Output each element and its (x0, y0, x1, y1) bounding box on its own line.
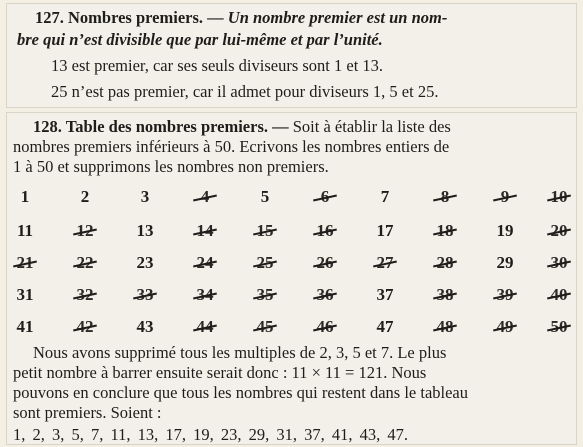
section-128-panel (6, 112, 577, 445)
prime-definition-part1: Un nombre premier est un nom- (227, 8, 448, 27)
section-127-heading: 127. Nombres premiers. — (35, 8, 224, 27)
struck-number-cell: 44 (185, 317, 225, 337)
prime-number-cell: 29 (496, 253, 514, 272)
prime-number-cell: 13 (136, 221, 154, 240)
prime-number-cell: 47 (376, 317, 394, 336)
prime-number-cell: 43 (136, 317, 154, 336)
struck-number-cell: 20 (539, 221, 579, 241)
struck-number-cell: 15 (245, 221, 285, 241)
struck-number-cell: 14 (185, 221, 225, 241)
struck-number-cell: 9 (485, 187, 525, 207)
prime-number-cell: 2 (80, 187, 90, 206)
struck-number-cell: 42 (65, 317, 105, 337)
prime-number-cell: 41 (16, 317, 34, 336)
struck-number-cell: 49 (485, 317, 525, 337)
struck-number-cell: 21 (5, 253, 45, 273)
struck-number-cell: 36 (305, 285, 345, 305)
struck-number-cell: 28 (425, 253, 465, 273)
prime-number-cell: 31 (16, 285, 34, 304)
section-127-title-line (35, 8, 447, 28)
example-25: 25 n’est pas premier, car il admet pour diviseurs 1, 5 et 25. (51, 82, 439, 101)
struck-number-cell: 46 (305, 317, 345, 337)
prime-number-cell: 11 (16, 221, 34, 240)
prime-number-cell: 23 (136, 253, 154, 272)
conclusion-line-4: sont premiers. Soient : (13, 403, 162, 422)
struck-number-cell: 39 (485, 285, 525, 305)
struck-number-cell: 45 (245, 317, 285, 337)
struck-number-cell: 12 (65, 221, 105, 241)
struck-number-cell: 4 (185, 187, 225, 207)
prime-number-cell: 3 (140, 187, 150, 206)
example-13: 13 est premier, car ses seuls diviseurs sont 1 et 13. (51, 56, 384, 75)
intro-line-2: nombres premiers inférieurs à 50. Ecrivons les nombres entiers de (13, 137, 450, 156)
prime-number-cell: 17 (376, 221, 394, 240)
struck-number-cell: 6 (305, 187, 345, 207)
struck-number-cell: 25 (245, 253, 285, 273)
prime-number-cell: 7 (380, 187, 390, 206)
struck-number-cell: 32 (65, 285, 105, 305)
struck-number-cell: 16 (305, 221, 345, 241)
section-128-heading: 128. Table des nombres premiers. — (33, 117, 289, 136)
prime-number-cell: 5 (260, 187, 270, 206)
struck-number-cell: 34 (185, 285, 225, 305)
struck-number-cell: 24 (185, 253, 225, 273)
struck-number-cell: 18 (425, 221, 465, 241)
conclusion-line-3: pouvons en conclure que tous les nombres qui restent dans le tableau (13, 383, 469, 402)
struck-number-cell: 50 (539, 317, 579, 337)
struck-number-cell: 8 (425, 187, 465, 207)
prime-number-cell: 37 (376, 285, 394, 304)
struck-number-cell: 30 (539, 253, 579, 273)
prime-number-cell: 1 (20, 187, 30, 206)
struck-number-cell: 40 (539, 285, 579, 305)
struck-number-cell: 10 (539, 187, 579, 207)
prime-number-cell: 19 (496, 221, 514, 240)
struck-number-cell: 35 (245, 285, 285, 305)
conclusion-line-1: Nous avons supprimé tous les multiples de 2, 3, 5 et 7. Le plus (33, 343, 447, 362)
struck-number-cell: 22 (65, 253, 105, 273)
struck-number-cell: 38 (425, 285, 465, 305)
struck-number-cell: 33 (125, 285, 165, 305)
primes-list: 1, 2, 3, 5, 7, 11, 13, 17, 19, 23, 29, 31, 37, 41, 43, 47. (13, 425, 409, 444)
struck-number-cell: 27 (365, 253, 405, 273)
intro-line-1: Soit à établir la liste des (292, 117, 451, 136)
intro-line-3: 1 à 50 et supprimons les nombres non premiers. (13, 157, 329, 176)
struck-number-cell: 48 (425, 317, 465, 337)
section-128-title-line (33, 117, 451, 137)
conclusion-line-2: petit nombre à barrer ensuite serait donc : 11 × 11 = 121. Nous (13, 363, 427, 382)
prime-definition-part2: bre qui n’est divisible que par lui-même et par l’unité. (17, 30, 383, 49)
struck-number-cell: 26 (305, 253, 345, 273)
section-127-panel (6, 3, 577, 108)
